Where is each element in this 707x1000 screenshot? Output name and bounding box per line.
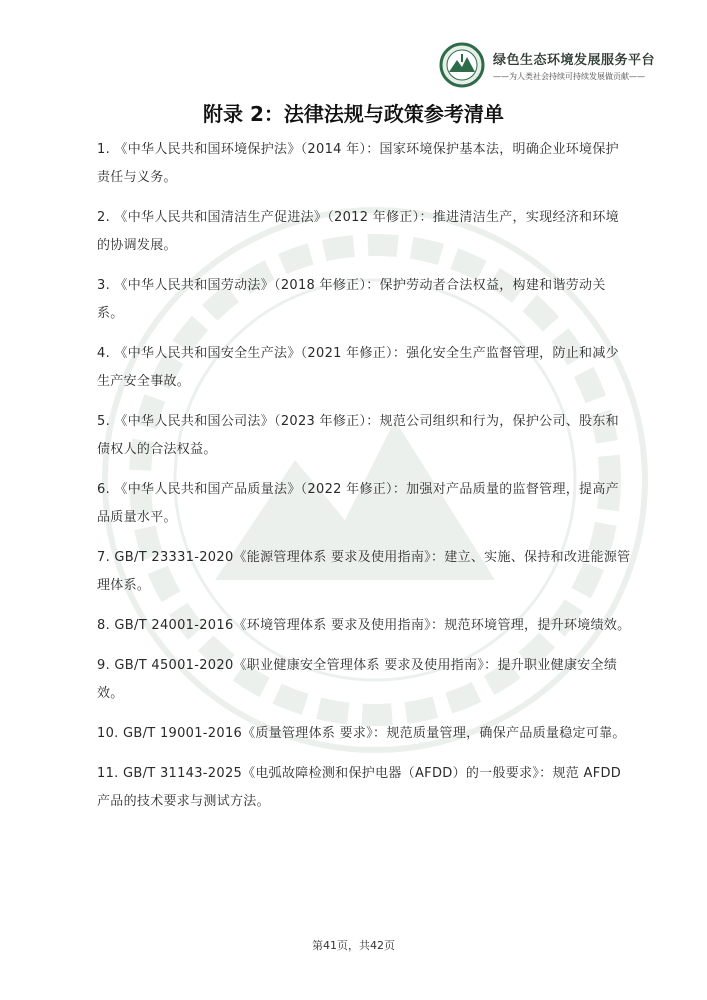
list-item: 11. GB/T 31143-2025《电弧故障检测和保护电器（AFDD）的一般要求》：规范 AFDD 产品的技术要求与测试方法。 — [97, 766, 622, 809]
list-item: 5. 《中华人民共和国公司法》（2023 年修正）：规范公司组织和行为，保护公司、股东和债权人的合法权益。 — [97, 414, 619, 457]
page-number: 第41页，共42页 — [312, 939, 395, 952]
page-header — [439, 40, 655, 90]
list-item: 9. GB/T 45001-2020《职业健康安全管理体系 要求及使用指南》：提升职业健康安全绩效。 — [97, 658, 618, 701]
list-item: 8. GB/T 24001-2016《环境管理体系 要求及使用指南》：规范环境管理，提升环境绩效。 — [97, 618, 631, 633]
list-item: 6. 《中华人民共和国产品质量法》（2022 年修正）：加强对产品质量的监督管理，提高产品质量水平。 — [97, 482, 619, 525]
regulation-list — [97, 136, 631, 828]
org-slogan: ——为人类社会持续可持续发展做贡献—— — [492, 71, 645, 81]
list-item: 3. 《中华人民共和国劳动法》（2018 年修正）：保护劳动者合法权益，构建和谐劳动关系。 — [97, 278, 606, 321]
list-item: 4. 《中华人民共和国安全生产法》（2021 年修正）：强化安全生产监督管理，防止和减少生产安全事故。 — [97, 346, 619, 389]
list-item: 1. 《中华人民共和国环境保护法》（2014 年）：国家环境保护基本法，明确企业环境保护责任与义务。 — [97, 142, 619, 185]
eco-circle-logo-icon — [439, 42, 485, 88]
list-item: 2. 《中华人民共和国清洁生产促进法》（2012 年修正）：推进清洁生产，实现经济和环境的协调发展。 — [97, 210, 619, 253]
list-item: 10. GB/T 19001-2016《质量管理体系 要求》：规范质量管理，确保产品质量稳定可靠。 — [97, 726, 626, 741]
page-title: 附录 2：法律法规与政策参考清单 — [203, 102, 504, 126]
list-item: 7. GB/T 23331-2020《能源管理体系 要求及使用指南》：建立、实施、保持和改进能源管理体系。 — [97, 550, 631, 593]
org-name: 绿色生态环境发展服务平台 — [492, 52, 655, 68]
